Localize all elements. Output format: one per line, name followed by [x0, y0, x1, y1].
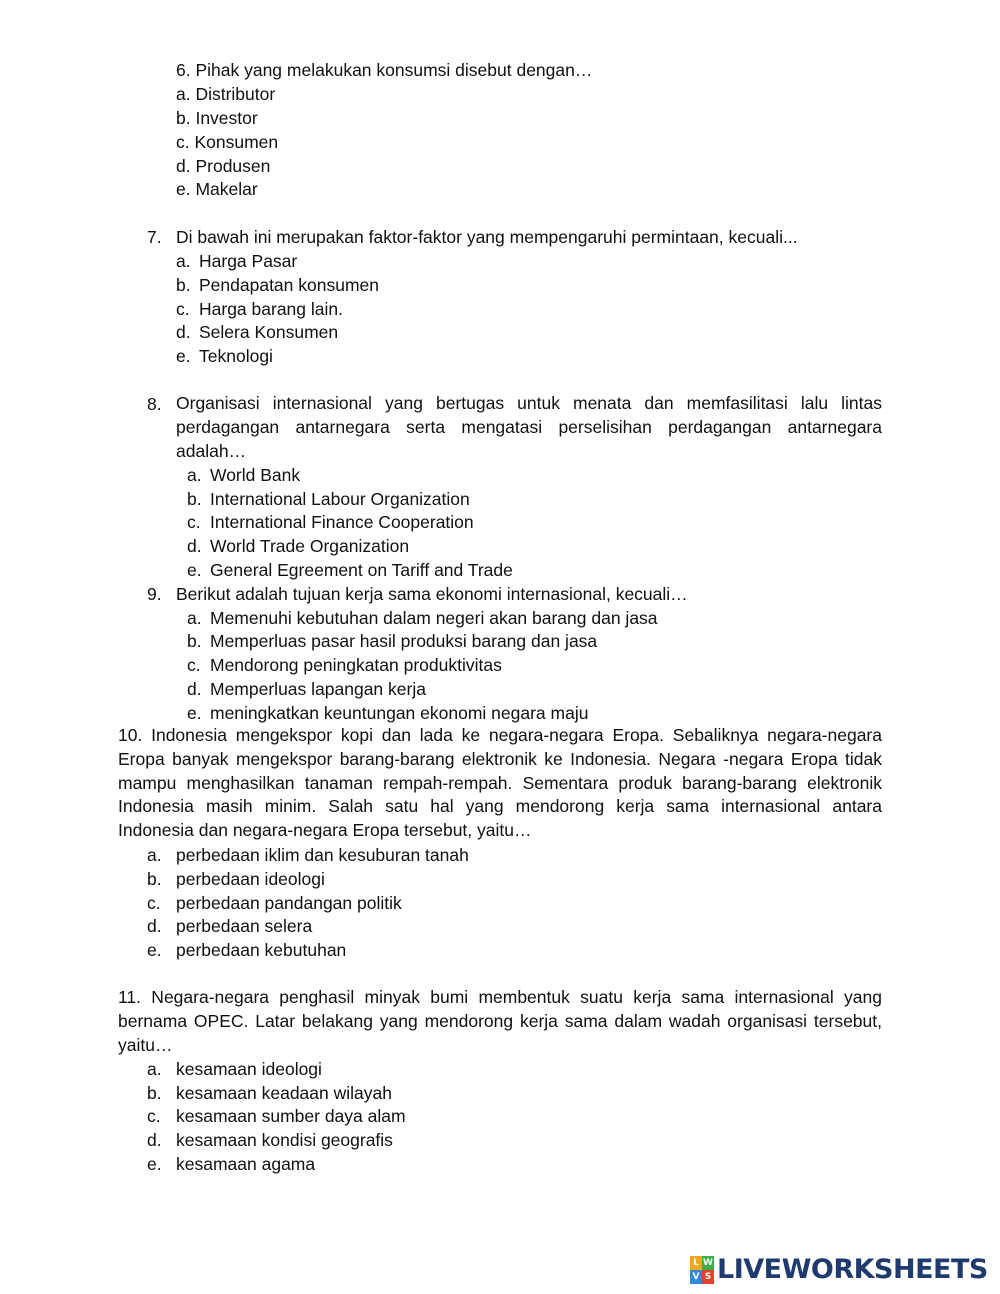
question-8-text: Organisasi internasional yang bertugas untuk menata dan memfasilitasi lalu lintas perdagangan antarnegara serta mengatasi perselisihan perdagangan antarnegara adalah…: [176, 393, 882, 461]
logo-mark-cell: S: [702, 1270, 714, 1284]
q10-option-d-letter: d.: [147, 916, 162, 936]
q9-option-a: Memenuhi kebutuhan dalam negeri akan barang dan jasa: [210, 608, 658, 628]
logo-mark-cell: L: [690, 1256, 702, 1270]
q9-number: 9.: [147, 584, 162, 604]
q7-number: 7.: [147, 227, 162, 247]
question-7-text: Di bawah ini merupakan faktor-faktor yang mempengaruhi permintaan, kecuali...: [176, 227, 798, 247]
q8-option-e-letter: e.: [187, 560, 202, 580]
q7-option-a: Harga Pasar: [199, 251, 298, 271]
q11-option-a: kesamaan ideologi: [176, 1059, 322, 1079]
q10-option-a-letter: a.: [147, 845, 162, 865]
q7-option-c: Harga barang lain.: [199, 299, 343, 319]
q6-option-e: e. Makelar: [176, 179, 258, 199]
q8-option-a-letter: a.: [187, 465, 202, 485]
q7-option-e: Teknologi: [199, 346, 273, 366]
q10-option-a: perbedaan iklim dan kesuburan tanah: [176, 845, 469, 865]
q8-option-b: International Labour Organization: [210, 489, 470, 509]
logo-text: LIVEWORKSHEETS: [717, 1254, 988, 1285]
q8-number: 8.: [147, 394, 162, 414]
q7-option-b: Pendapatan konsumen: [199, 275, 379, 295]
q7-option-a-letter: a.: [176, 251, 191, 271]
logo-mark-cell: W: [703, 1258, 713, 1268]
q11-option-e-letter: e.: [147, 1154, 162, 1174]
liveworksheets-mark-icon: [690, 1256, 714, 1284]
q6-option-c: c. Konsumen: [176, 132, 279, 152]
q8-option-a: World Bank: [210, 465, 301, 485]
q11-option-d: kesamaan kondisi geografis: [176, 1130, 393, 1150]
q7-option-d-letter: d.: [176, 322, 191, 342]
q11-option-e: kesamaan agama: [176, 1154, 316, 1174]
q8-option-c-letter: c.: [187, 512, 201, 532]
q6-option-b: b. Investor: [176, 108, 258, 128]
question-10-text: 10. Indonesia mengekspor kopi dan lada ke negara-negara Eropa. Sebaliknya negara-negara Eropa banyak mengekspor barang-barang elektronik ke Indonesia. Negara -negara Eropa tidak mampu menghasilkan tanaman rempah-rempah. Sementara produk barang-barang elektronik Indonesia masih minim. Salah satu hal yang mendorong kerja sama internasional antara Indonesia dan negara-negara Eropa tersebut, yaitu…: [118, 725, 882, 841]
q7-option-b-letter: b.: [176, 275, 191, 295]
logo-mark-cell: V: [690, 1270, 702, 1284]
q11-option-d-letter: d.: [147, 1130, 162, 1150]
q9-option-c: Mendorong peningkatan produktivitas: [210, 655, 502, 675]
q8-option-d-letter: d.: [187, 536, 202, 556]
q10-option-d: perbedaan selera: [176, 916, 313, 936]
question-11-text: 11. Negara-negara penghasil minyak bumi membentuk suatu kerja sama internasional yang bernama OPEC. Latar belakang yang mendorong kerja sama dalam wadah organisasi tersebut, yaitu…: [118, 987, 882, 1055]
q10-option-e: perbedaan kebutuhan: [176, 940, 347, 960]
q8-option-d: World Trade Organization: [210, 536, 410, 556]
q9-option-d-letter: d.: [187, 679, 202, 699]
q9-option-a-letter: a.: [187, 608, 202, 628]
q8-option-e: General Egreement on Tariff and Trade: [210, 560, 513, 580]
q7-option-e-letter: e.: [176, 346, 191, 366]
q8-option-b-letter: b.: [187, 489, 202, 509]
q9-option-e-letter: e.: [187, 703, 202, 723]
q10-option-b: perbedaan ideologi: [176, 869, 325, 889]
q8-option-c: International Finance Cooperation: [210, 512, 474, 532]
q11-option-a-letter: a.: [147, 1059, 162, 1079]
q9-option-e: meningkatkan keuntungan ekonomi negara maju: [210, 703, 589, 723]
q9-option-b-letter: b.: [187, 631, 202, 651]
q6-option-a: a. Distributor: [176, 84, 276, 104]
liveworksheets-logo: [690, 1253, 988, 1287]
q10-option-c-letter: c.: [147, 893, 161, 913]
q9-option-b: Memperluas pasar hasil produksi barang dan jasa: [210, 631, 598, 651]
question-9-text: Berikut adalah tujuan kerja sama ekonomi internasional, kecuali…: [176, 584, 688, 604]
q11-option-b: kesamaan keadaan wilayah: [176, 1083, 392, 1103]
q10-option-c: perbedaan pandangan politik: [176, 893, 402, 913]
q11-option-c: kesamaan sumber daya alam: [176, 1106, 406, 1126]
q11-option-b-letter: b.: [147, 1083, 162, 1103]
q10-option-b-letter: b.: [147, 869, 162, 889]
q9-option-c-letter: c.: [187, 655, 201, 675]
q11-option-c-letter: c.: [147, 1106, 161, 1126]
q10-option-e-letter: e.: [147, 940, 162, 960]
q9-option-d: Memperluas lapangan kerja: [210, 679, 426, 699]
q7-option-c-letter: c.: [176, 299, 190, 319]
q6-option-d: d. Produsen: [176, 156, 271, 176]
q7-option-d: Selera Konsumen: [199, 322, 339, 342]
question-6-text: 6. Pihak yang melakukan konsumsi disebut dengan…: [176, 60, 593, 80]
